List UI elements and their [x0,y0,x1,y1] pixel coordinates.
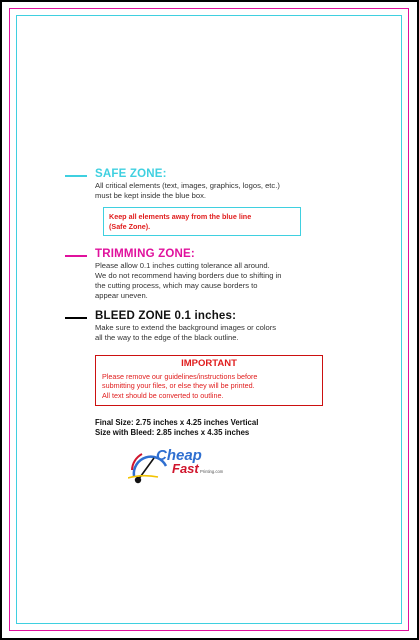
safe-note-line: (Safe Zone). [109,221,151,231]
safe-zone-text [95,181,345,201]
trimming-zone-line: We do not recommend having borders due to shifting in [95,271,282,280]
trimming-zone-line: appear uneven. [95,291,148,300]
bleed-zone-section [95,310,345,343]
logo-word-cheap: Cheap [156,447,202,464]
safe-zone-heading: SAFE ZONE: [95,168,167,180]
safe-line-swatch [65,175,87,177]
final-size: Final Size: 2.75 inches x 4.25 inches Vertical [95,418,259,427]
size-with-bleed: Size with Bleed: 2.85 inches x 4.35 inches [95,428,250,437]
bleed-zone-line: Make sure to extend the background images or colors [95,323,277,332]
instructions [95,168,345,438]
important-box [95,355,323,406]
important-line: All text should be converted to outline. [102,390,224,400]
trimming-zone-heading: TRIMMING ZONE: [95,248,195,260]
trimming-zone-line: the cutting process, which may cause borders to [95,281,258,290]
important-line: Please remove our guidelines/instructions before [102,371,258,381]
size-info [95,418,345,438]
safe-zone-line: must be kept inside the blue box. [95,191,207,200]
bleed-zone-line: all the way to the edge of the black outline. [95,333,239,342]
safe-zone-line: All critical elements (text, images, graphics, logos, etc.) [95,181,280,190]
trim-line-swatch [65,255,87,257]
bleed-zone-heading: BLEED ZONE 0.1 inches: [95,310,237,322]
important-title: IMPORTANT [181,358,237,369]
trimming-zone-text [95,261,345,301]
company-logo [128,440,238,485]
trimming-zone-section [95,248,345,301]
important-line: submitting your files, or else they will be printed. [102,381,255,390]
logo-word-fast: Fast [172,461,199,476]
bleed-zone-text [95,323,345,343]
trimming-zone-line: Please allow 0.1 inches cutting tolerance all around. [95,261,270,270]
logo-word-printing: Printing.com [200,469,224,474]
bleed-line-swatch [65,317,87,319]
safe-note-line: Keep all elements away from the blue line [109,212,252,221]
safe-zone-note [103,207,301,236]
safe-zone-section [95,168,345,236]
